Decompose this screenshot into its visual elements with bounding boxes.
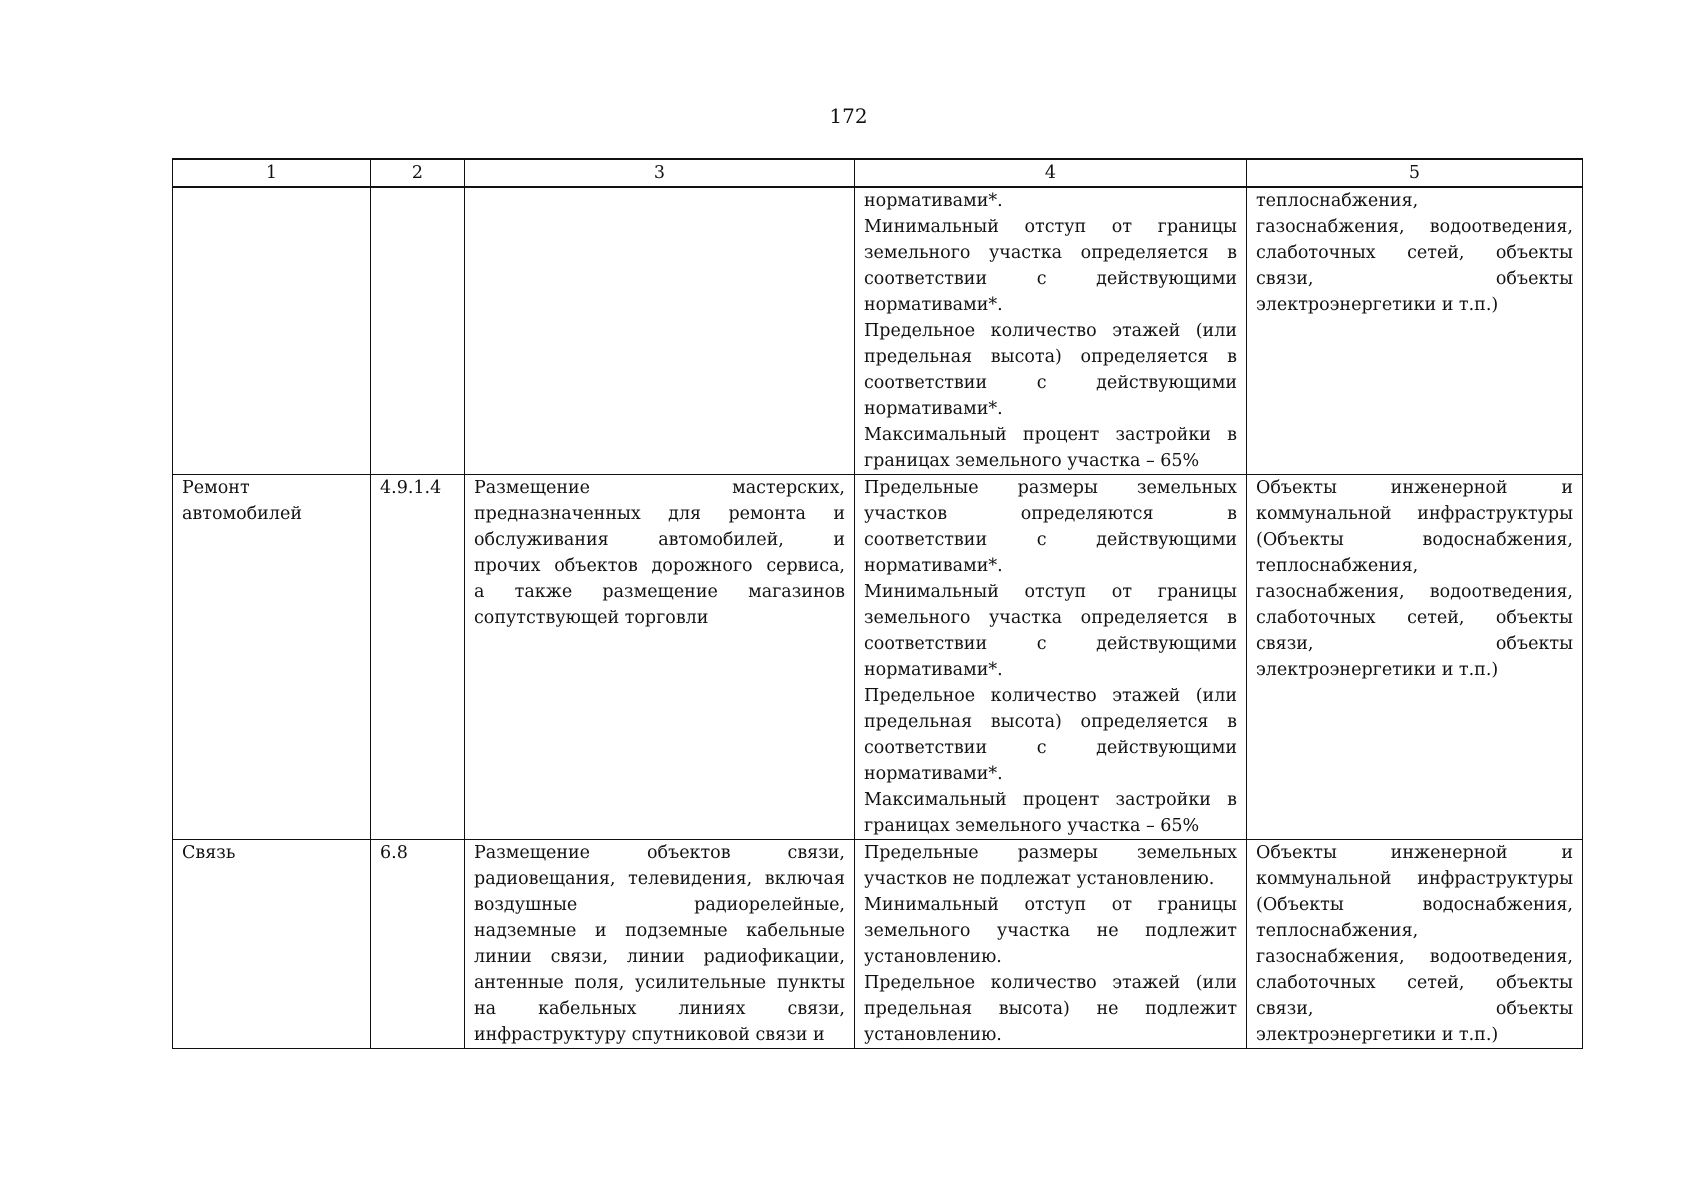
cell-description-line: инфраструктуру спутниковой связи и: [474, 1025, 825, 1045]
cell-parameters-line: земельного участка определяется в: [864, 608, 1237, 628]
cell-code-text: 4.9.1.4: [380, 478, 442, 498]
cell-description-line: радиовещания, телевидения, включая: [474, 869, 845, 889]
cell-name-line: автомобилей: [182, 504, 302, 524]
column-header-5: 5: [1247, 159, 1583, 187]
cell-description-line: на кабельных линиях связи,: [474, 999, 845, 1019]
cell-code-text: 6.8: [380, 843, 408, 863]
cell-auxiliary-line: Объекты инженерной и: [1256, 478, 1573, 498]
cell-auxiliary-line: Объекты инженерной и: [1256, 843, 1573, 863]
cell-parameters-line: установлению.: [864, 947, 1002, 967]
cell-description-line: надземные и подземные кабельные: [474, 921, 845, 941]
cell-code: [371, 840, 465, 1049]
cell-parameters-line: нормативами*.: [864, 399, 1003, 419]
cell-parameters-line: Предельное количество этажей (или: [864, 686, 1237, 706]
cell-auxiliary: [1247, 840, 1583, 1049]
table-body: [173, 187, 1583, 1049]
cell-auxiliary-line: коммунальной инфраструктуры: [1256, 869, 1573, 889]
column-header-1: 1: [173, 159, 371, 187]
cell-parameters-line: Предельные размеры земельных: [864, 843, 1237, 863]
cell-parameters-line: Максимальный процент застройки в: [864, 425, 1237, 445]
page-number: 172: [829, 104, 868, 128]
cell-auxiliary-line: электроэнергетики и т.п.): [1256, 1025, 1499, 1045]
cell-auxiliary-line: теплоснабжения,: [1256, 191, 1419, 211]
cell-parameters-line: соответствии с действующими: [864, 373, 1237, 393]
cell-description: [465, 187, 855, 475]
cell-auxiliary-line: слаботочных сетей, объекты: [1256, 608, 1573, 628]
table-row: [173, 475, 1583, 840]
cell-parameters-line: земельного участка не подлежит: [864, 921, 1237, 941]
cell-description: [465, 840, 855, 1049]
cell-auxiliary-line: связи, объекты: [1256, 269, 1573, 289]
cell-auxiliary-line: теплоснабжения,: [1256, 556, 1419, 576]
cell-parameters-line: Предельные размеры земельных: [864, 478, 1237, 498]
cell-parameters-line: предельная высота) определяется в: [864, 347, 1237, 367]
cell-parameters-line: Минимальный отступ от границы: [864, 895, 1237, 915]
cell-code: [371, 187, 465, 475]
cell-auxiliary-line: газоснабжения, водоотведения,: [1256, 582, 1573, 602]
cell-description-line: сопутствующей торговли: [474, 608, 709, 628]
cell-parameters-line: Максимальный процент застройки в: [864, 790, 1237, 810]
cell-auxiliary-line: связи, объекты: [1256, 634, 1573, 654]
cell-code: [371, 475, 465, 840]
cell-parameters: [855, 840, 1247, 1049]
cell-auxiliary-line: коммунальной инфраструктуры: [1256, 504, 1573, 524]
cell-name: [173, 475, 371, 840]
zoning-table: [172, 158, 1583, 1049]
column-header-4: 4: [855, 159, 1247, 187]
header-row: [173, 159, 1583, 187]
table-row: [173, 187, 1583, 475]
cell-description-line: предназначенных для ремонта и: [474, 504, 845, 524]
cell-description-line: линии связи, линии радиофикации,: [474, 947, 845, 967]
cell-description-line: а также размещение магазинов: [474, 582, 845, 602]
cell-description-line: антенные поля, усилительные пункты: [474, 973, 845, 993]
cell-name-line: Ремонт: [182, 478, 250, 498]
cell-auxiliary-line: слаботочных сетей, объекты: [1256, 973, 1573, 993]
cell-name-line: Связь: [182, 843, 236, 863]
cell-auxiliary-line: (Объекты водоснабжения,: [1256, 895, 1573, 915]
cell-parameters-line: соответствии с действующими: [864, 530, 1237, 550]
cell-auxiliary-line: слаботочных сетей, объекты: [1256, 243, 1573, 263]
cell-parameters-line: соответствии с действующими: [864, 738, 1237, 758]
cell-auxiliary-line: связи, объекты: [1256, 999, 1573, 1019]
cell-parameters-line: границах земельного участка – 65%: [864, 816, 1200, 836]
cell-description-line: воздушные радиорелейные,: [474, 895, 845, 915]
cell-parameters-line: соответствии с действующими: [864, 269, 1237, 289]
cell-auxiliary: [1247, 475, 1583, 840]
cell-parameters-line: Предельное количество этажей (или: [864, 973, 1237, 993]
cell-parameters-line: участков не подлежат установлению.: [864, 869, 1215, 889]
cell-parameters-line: нормативами*.: [864, 295, 1003, 315]
cell-parameters-line: предельная высота) не подлежит: [864, 999, 1237, 1019]
cell-name: [173, 187, 371, 475]
cell-auxiliary-line: газоснабжения, водоотведения,: [1256, 217, 1573, 237]
cell-parameters-line: Минимальный отступ от границы: [864, 582, 1237, 602]
cell-auxiliary-line: электроэнергетики и т.п.): [1256, 660, 1499, 680]
cell-description-line: Размещение мастерских,: [474, 478, 845, 498]
cell-parameters-line: нормативами*.: [864, 660, 1003, 680]
cell-parameters-line: границах земельного участка – 65%: [864, 451, 1200, 471]
cell-auxiliary-line: электроэнергетики и т.п.): [1256, 295, 1499, 315]
cell-description-line: прочих объектов дорожного сервиса,: [474, 556, 845, 576]
cell-parameters-line: нормативами*.: [864, 556, 1003, 576]
cell-parameters-line: Предельное количество этажей (или: [864, 321, 1237, 341]
cell-parameters-line: земельного участка определяется в: [864, 243, 1237, 263]
cell-parameters-line: установлению.: [864, 1025, 1002, 1045]
cell-parameters-line: нормативами*.: [864, 764, 1003, 784]
table-row: [173, 840, 1583, 1049]
column-header-2: 2: [371, 159, 465, 187]
cell-parameters-line: соответствии с действующими: [864, 634, 1237, 654]
cell-parameters-line: участков определяются в: [864, 504, 1237, 524]
cell-description-line: Размещение объектов связи,: [474, 843, 845, 863]
cell-parameters: [855, 187, 1247, 475]
cell-auxiliary: [1247, 187, 1583, 475]
cell-parameters-line: Минимальный отступ от границы: [864, 217, 1237, 237]
cell-name: [173, 840, 371, 1049]
column-header-3: 3: [465, 159, 855, 187]
cell-auxiliary-line: (Объекты водоснабжения,: [1256, 530, 1573, 550]
cell-parameters-line: предельная высота) определяется в: [864, 712, 1237, 732]
cell-auxiliary-line: теплоснабжения,: [1256, 921, 1419, 941]
cell-parameters: [855, 475, 1247, 840]
cell-description: [465, 475, 855, 840]
cell-parameters-line: нормативами*.: [864, 191, 1003, 211]
cell-description-line: обслуживания автомобилей, и: [474, 530, 845, 550]
cell-auxiliary-line: газоснабжения, водоотведения,: [1256, 947, 1573, 967]
